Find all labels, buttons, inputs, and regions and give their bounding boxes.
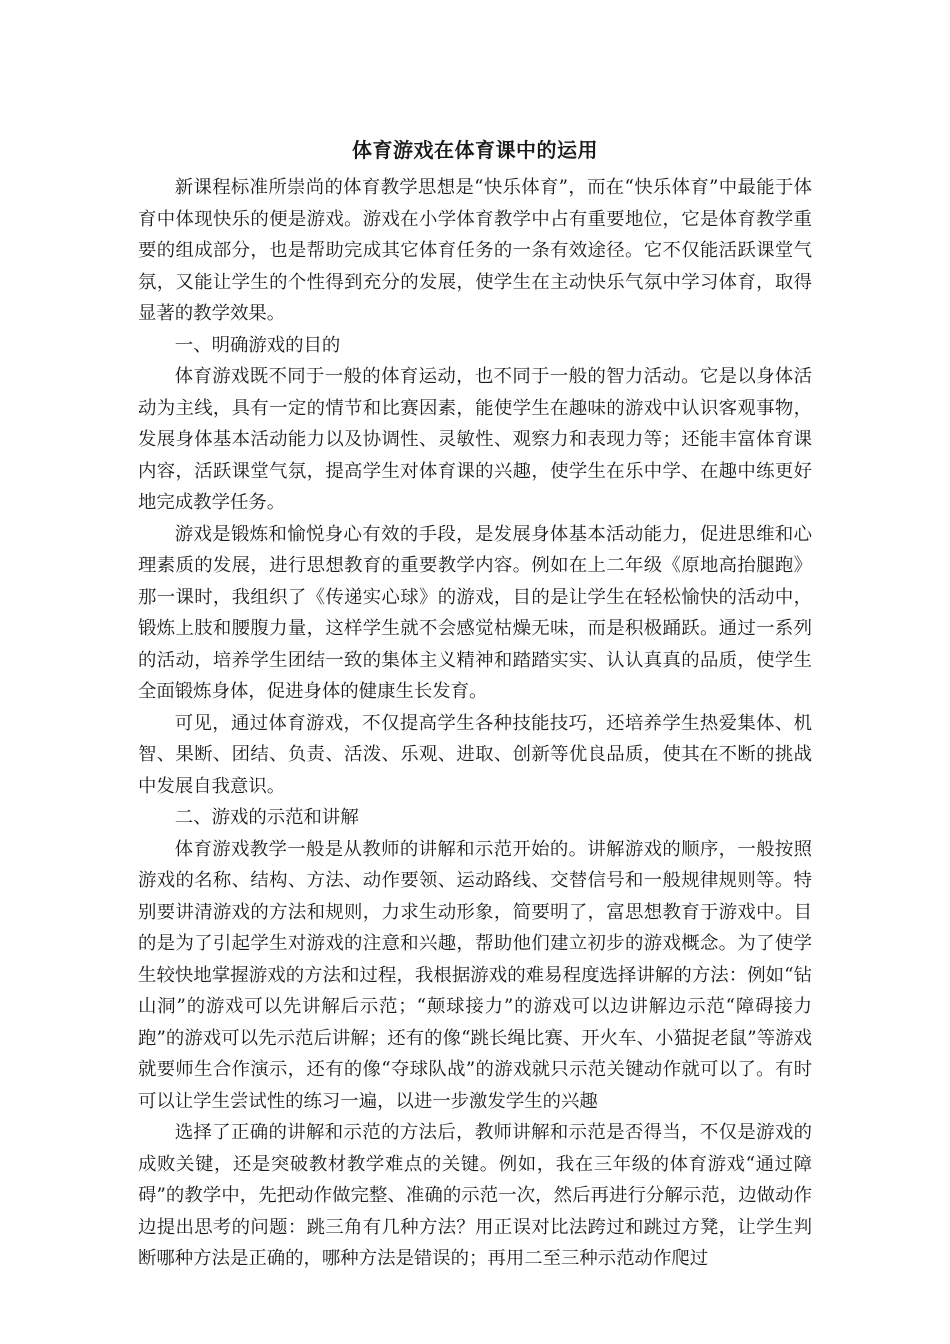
section-heading-2: 二、游戏的示范和讲解 [174, 807, 359, 828]
document-body [138, 172, 812, 1275]
document-title: 体育游戏在体育课中的运用 [352, 138, 598, 162]
paragraph-intro: 新课程标准所崇尚的体育教学思想是“快乐体育”，而在“快乐体育”中最能于体育中体现快乐的便是游戏。游戏在小学体育教学中占有重要地位，它是体育教学重要的组成部分，也是帮助完成其它体育任务的一条有效途径。它不仅能活跃课堂气氛，又能让学生的个性得到充分的发展，使学生在主动快乐气氛中学习体育，取得显著的教学效果。 [138, 177, 812, 324]
paragraph: 体育游戏教学一般是从教师的讲解和示范开始的。讲解游戏的顺序，一般按照游戏的名称、结构、方法、动作要领、运动路线、交替信号和一般规律规则等。特别要讲清游戏的方法和规则，力求生动形象，简要明了，富思想教育于游戏中。目的是为了引起学生对游戏的注意和兴趣，帮助他们建立初步的游戏概念。为了使学生较快地掌握游戏的方法和过程，我根据游戏的难易程度选择讲解的方法：例如“钻山洞”的游戏可以先讲解后示范；“颠球接力”的游戏可以边讲解边示范“障碍接力跑”的游戏可以先示范后讲解；还有的像“跳长绳比赛、开火车、小猫捉老鼠”等游戏就要师生合作演示，还有的像“夺球队战”的游戏就只示范关键动作就可以了。有时可以让学生尝试性的练习一遍，以进一步激发学生的兴趣 [138, 838, 812, 1112]
paragraph: 体育游戏既不同于一般的体育运动，也不同于一般的智力活动。它是以身体活动为主线，具有一定的情节和比赛因素，能使学生在趣味的游戏中认识客观事物，发展身体基本活动能力以及协调性、灵敏性、观察力和表现力等；还能丰富体育课内容，活跃课堂气氛，提高学生对体育课的兴趣，使学生在乐中学、在趣中练更好地完成教学任务。 [138, 366, 812, 513]
section-heading-1: 一、明确游戏的目的 [174, 334, 341, 356]
paragraph: 可见，通过体育游戏，不仅提高学生各种技能技巧，还培养学生热爱集体、机智、果断、团结、负责、活泼、乐观、进取、创新等优良品质，使其在不断的挑战中发展自我意识。 [138, 712, 812, 797]
paragraph: 游戏是锻炼和愉悦身心有效的手段，是发展身体基本活动能力，促进思维和心理素质的发展，进行思想教育的重要教学内容。例如在上二年级《原地高抬腿跑》那一课时，我组织了《传递实心球》的游戏，目的是让学生在轻松愉快的活动中，锻炼上肢和腰腹力量，这样学生就不会感觉枯燥无味，而是积极踊跃。通过一系列的活动，培养学生团结一致的集体主义精神和踏踏实实、认认真真的品质，使学生全面锻炼身体，促进身体的健康生长发育。 [138, 523, 812, 702]
paragraph: 选择了正确的讲解和示范的方法后，教师讲解和示范是否得当，不仅是游戏的成败关键，还是突破教材教学难点的关键。例如，我在三年级的体育游戏“通过障碍”的教学中，先把动作做完整、准确的示范一次，然后再进行分解示范，边做动作边提出思考的问题：跳三角有几种方法？用正误对比法跨过和跳过方凳，让学生判断哪种方法是正确的，哪种方法是错误的；再用二至三种示范动作爬过 [138, 1122, 812, 1269]
